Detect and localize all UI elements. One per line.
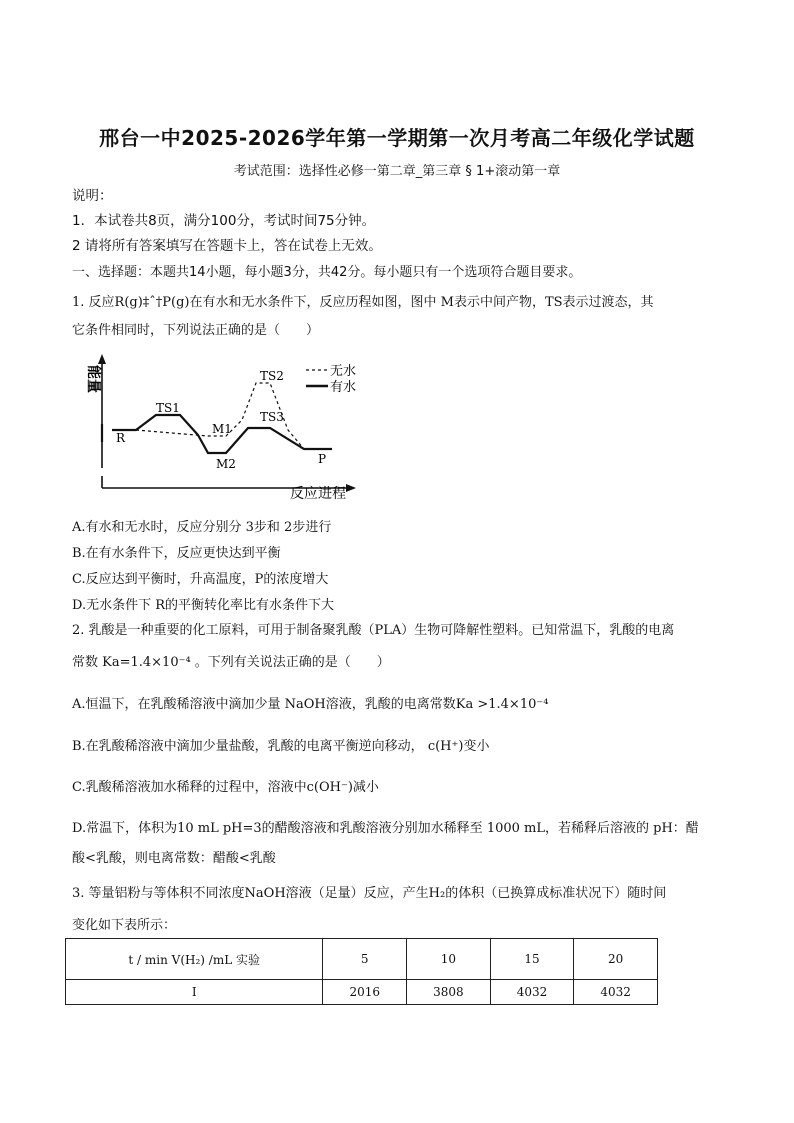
x-axis-label: 反应进程 bbox=[290, 486, 346, 502]
q3-data-table bbox=[65, 938, 658, 1005]
y-axis-label: 能量 bbox=[85, 365, 101, 393]
reaction-energy-diagram bbox=[85, 350, 370, 505]
table-cell: 2016 bbox=[323, 980, 407, 1005]
q2-option-a: A.恒温下，在乳酸稀溶液中滴加少量 NaOH溶液，乳酸的电离常数Ka >1.4×10⁻⁴ bbox=[72, 697, 549, 712]
question-2-line1: 2. 乳酸是一种重要的化工原料，可用于制备聚乳酸（PLA）生物可降解性塑料。已知常温下，乳酸的电离 bbox=[72, 623, 675, 638]
question-2-line2: 常数 Ka=1.4×10⁻⁴ 。下列有关说法正确的是（ ） bbox=[72, 655, 390, 670]
table-header-cell: 15 bbox=[490, 939, 574, 980]
q2-option-b: B.在乳酸稀溶液中滴加少量盐酸，乳酸的电离平衡逆向移动， c(H⁺)变小 bbox=[72, 739, 490, 754]
q1-option-c: C.反应达到平衡时，升高温度，P的浓度增大 bbox=[72, 572, 329, 587]
q1-option-b: B.在有水条件下，反应更快达到平衡 bbox=[72, 546, 281, 561]
q2-option-c: C.乳酸稀溶液加水稀释的过程中，溶液中c(OH⁻)减小 bbox=[72, 780, 379, 795]
table-row bbox=[66, 980, 658, 1005]
table-header-cell: 20 bbox=[574, 939, 658, 980]
table-cell: 4032 bbox=[574, 980, 658, 1005]
q2-option-d bbox=[72, 814, 722, 874]
y-axis-arrow bbox=[98, 354, 106, 364]
question-1-stem bbox=[72, 289, 722, 345]
label-ts2: TS2 bbox=[260, 369, 284, 383]
q1-option-d: D.无水条件下 R的平衡转化率比有水条件下大 bbox=[72, 598, 335, 613]
label-r: R bbox=[116, 431, 126, 445]
question-3-line2: 变化如下表所示： bbox=[72, 918, 177, 933]
table-header-cell: t / min V(H₂) /mL 实验 bbox=[66, 939, 323, 980]
instructions-label: 说明： bbox=[72, 188, 113, 204]
q2-option-d-line2: 酸<乳酸，则电离常数：醋酸<乳酸 bbox=[72, 851, 276, 866]
question-3-line1: 3. 等量铝粉与等体积不同浓度NaOH溶液（足量）反应，产生H₂的体积（已换算成标准状况下）随时间 bbox=[72, 886, 667, 901]
table-cell: 3808 bbox=[407, 980, 491, 1005]
table-cell: I bbox=[66, 980, 323, 1005]
label-m1: M1 bbox=[212, 422, 232, 436]
table-header-cell: 5 bbox=[323, 939, 407, 980]
q2-option-d-line1: D.常温下，体积为10 mL pH=3的醋酸溶液和乳酸溶液分别加水稀释至 1000 mL，若稀释后溶液的 pH：醋 bbox=[72, 821, 699, 836]
section-heading: 一、选择题：本题共14小题，每小题3分，共42分。每小题只有一个选项符合题目要求。 bbox=[72, 265, 582, 280]
instruction-item-2: 2 请将所有答案填写在答题卡上，答在试卷上无效。 bbox=[72, 238, 382, 254]
question-1-line1: 1. 反应R(g)‡ˆ†P(g)在有水和无水条件下，反应历程如图，图中 M表示中间产物，TS表示过渡态，其 bbox=[72, 295, 654, 310]
q1-option-a: A.有水和无水时，反应分别分 3步和 2步进行 bbox=[72, 520, 332, 535]
x-axis-arrow bbox=[346, 484, 356, 492]
question-3-stem bbox=[72, 878, 722, 942]
question-1-line2: 它条件相同时，下列说法正确的是（ ） bbox=[72, 323, 320, 338]
question-2-stem bbox=[72, 615, 722, 679]
label-ts1: TS1 bbox=[156, 401, 180, 415]
legend-without-water: 无水 bbox=[330, 364, 357, 379]
label-m2: M2 bbox=[216, 457, 236, 471]
label-p: P bbox=[318, 452, 327, 466]
exam-scope: 考试范围：选择性必修一第二章_第三章 § 1+滚动第一章 bbox=[233, 164, 561, 179]
table-cell: 4032 bbox=[490, 980, 574, 1005]
instruction-item-1: 1．本试卷共8页，满分100分，考试时间75分钟。 bbox=[72, 213, 376, 229]
exam-title: 邢台一中2025-2026学年第一学期第一次月考高二年级化学试题 bbox=[99, 126, 695, 150]
table-header-row bbox=[66, 939, 658, 980]
table-header-cell: 10 bbox=[407, 939, 491, 980]
legend-with-water: 有水 bbox=[330, 380, 357, 395]
label-ts3: TS3 bbox=[260, 410, 284, 424]
